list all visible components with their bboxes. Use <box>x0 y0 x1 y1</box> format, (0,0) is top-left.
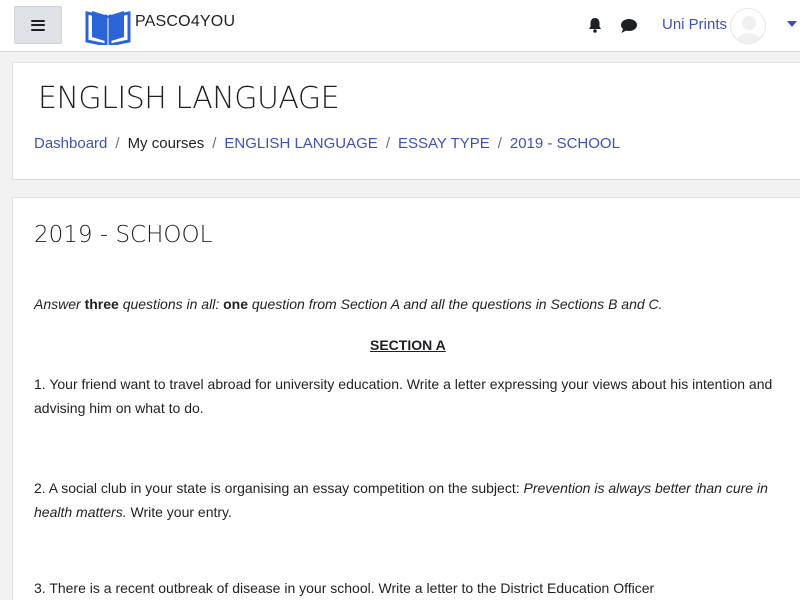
top-navbar <box>0 0 800 52</box>
breadcrumb-separator: / <box>385 135 390 152</box>
question-3: 3. There is a recent outbreak of disease in your school. Write a letter to the District Education Officer <box>34 580 655 596</box>
breadcrumb-separator: / <box>497 135 502 152</box>
page-header <box>12 62 800 180</box>
breadcrumb-separator: / <box>115 135 120 152</box>
breadcrumb-my-courses: My courses <box>127 135 205 152</box>
question-2: 2. A social club in your state is organising an essay competition on the subject: Prevention is always better than cure in health matters. Write your entry. <box>34 480 768 520</box>
user-avatar[interactable] <box>730 8 766 44</box>
breadcrumb-dashboard[interactable]: Dashboard <box>34 135 108 152</box>
section-a-heading: SECTION A <box>370 337 446 353</box>
user-name-link[interactable]: Uni Prints <box>662 16 728 33</box>
breadcrumb-current[interactable]: 2019 - SCHOOL <box>509 135 620 152</box>
menu-toggle-button[interactable] <box>14 6 62 44</box>
main-content <box>12 197 800 600</box>
breadcrumb-course[interactable]: ENGLISH LANGUAGE <box>224 135 378 152</box>
breadcrumb <box>34 135 620 152</box>
bell-icon[interactable] <box>587 17 603 33</box>
caret-down-icon[interactable] <box>787 21 797 27</box>
breadcrumb-category[interactable]: ESSAY TYPE <box>397 135 490 152</box>
exam-instructions: Answer three questions in all: one question from Section A and all the questions in Sections B and C. <box>34 296 663 312</box>
chat-bubble-icon[interactable] <box>620 17 638 34</box>
page-title: ENGLISH LANGUAGE <box>38 81 340 116</box>
default-user-icon <box>731 9 766 44</box>
open-book-logo[interactable] <box>84 7 132 45</box>
breadcrumb-separator: / <box>212 135 217 152</box>
hamburger-menu-icon <box>31 20 45 31</box>
content-title: 2019 - SCHOOL <box>34 222 213 248</box>
question-1: 1. Your friend want to travel abroad for university education. Write a letter expressing your views about his intention and advising him on what to do. <box>34 376 773 416</box>
site-brand-name[interactable]: PASCO4YOU <box>135 13 236 30</box>
